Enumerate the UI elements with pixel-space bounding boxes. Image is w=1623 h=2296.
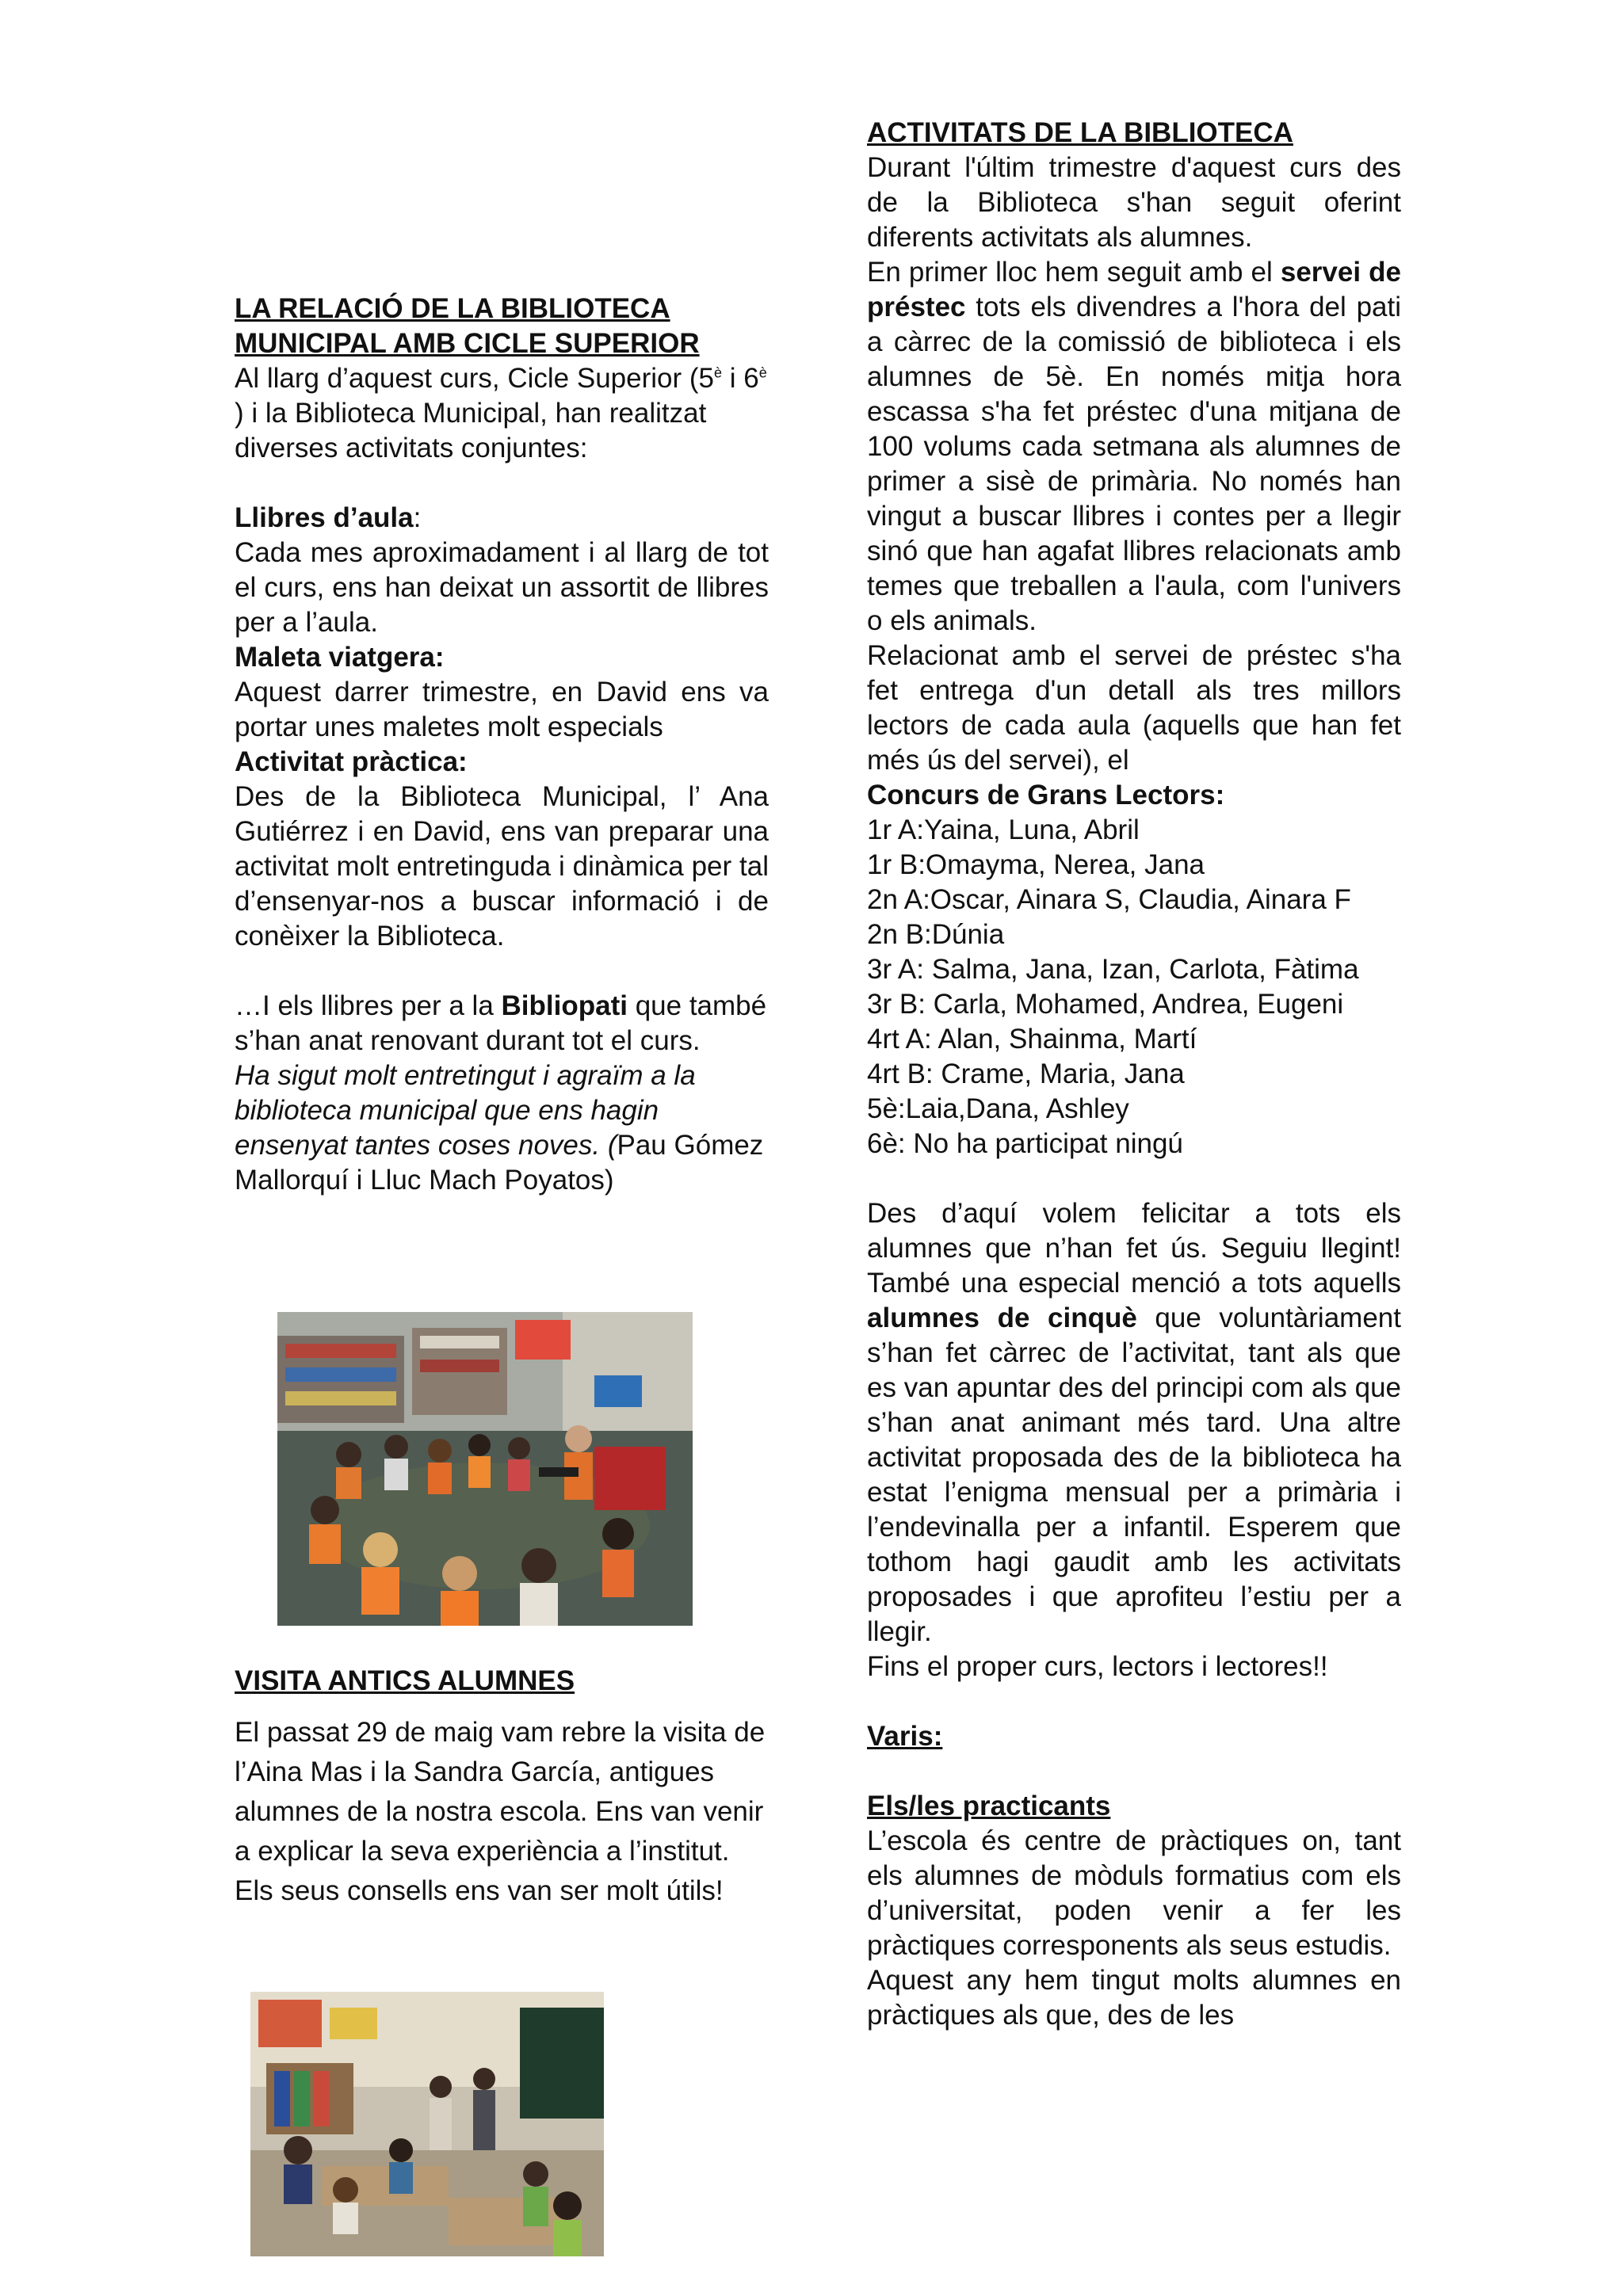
winner-line: 3r A: Salma, Jana, Izan, Carlota, Fàtima	[867, 954, 1359, 985]
activitats-heading: ACTIVITATS DE LA BIBLIOTECA	[867, 117, 1293, 148]
winner-line: 5è:Laia,Dana, Ashley	[867, 1093, 1129, 1124]
activitats-paragraph-1: Durant l'últim trimestre d'aquest curs des de la Biblioteca s'han seguit oferint diferents activitats als alumnes.	[867, 152, 1401, 253]
activitat-text: Des de la Biblioteca Municipal, l’ Ana Gutiérrez i en David, ens van preparar una activitat molt entretinguda i dinàmica per tal d’ensenyar-nos a buscar informació i de conèixer la Biblioteca.	[235, 781, 769, 952]
maleta-heading: Maleta viatgera:	[235, 642, 445, 673]
library-activity-photo	[277, 1312, 693, 1626]
practicants-heading: Els/les practicants	[867, 1791, 1111, 1821]
winner-line: 4rt A: Alan, Shainma, Martí	[867, 1024, 1197, 1055]
fins-line: Fins el proper curs, lectors i lectores!!	[867, 1651, 1328, 1682]
activitats-paragraph-2: En primer lloc hem seguit amb el servei de préstec tots els divendres a l'hora del pati a càrrec de la comissió de biblioteca i els alumnes de 5è. En només mitja hora escassa s'ha fet préstec d'una mitjana de 100 volums cada setmana als alumnes de primer a sisè de primària. No només han vingut a buscar llibres i contes per a llegir sinó que han agafat llibres relacionats amb temes que treballen a l'aula, com l'univers o els animals.	[867, 257, 1401, 636]
winner-line: 6è: No ha participat ningú	[867, 1128, 1183, 1159]
visita-section	[235, 1664, 769, 1911]
visita-heading: VISITA ANTICS ALUMNES	[235, 1665, 575, 1696]
library-activity-photo-image	[277, 1312, 693, 1626]
activitats-paragraph-3: Relacionat amb el servei de préstec s'ha fet entrega d'un detall als tres millors lectors de cada aula (aquells que han fet més ús del servei), el	[867, 640, 1401, 776]
intro-paragraph: Al llarg d’aquest curs, Cicle Superior ($5^è$ i $6^è$ ) i la Biblioteca Municipal, han realitzat diverses activitats conjuntes:	[235, 363, 767, 463]
activitat-heading: Activitat pràctica:	[235, 746, 468, 777]
varis-heading: Varis:	[867, 1721, 943, 1752]
biblioteca-title-line1: LA RELACIÓ DE LA BIBLIOTECA	[235, 293, 670, 324]
left-column	[235, 292, 769, 1198]
biblioteca-title-line2: MUNICIPAL AMB CICLE SUPERIOR	[235, 328, 700, 359]
winner-line: 2n B:Dúnia	[867, 919, 1005, 950]
winner-line: 2n A:Oscar, Ainara S, Claudia, Ainara F	[867, 884, 1351, 915]
llibres-text: Cada mes aproximadament i al llarg de tot el curs, ens han deixat un assortit de llibres per a l’aula.	[235, 537, 769, 638]
llibres-heading: Llibres d’aula:	[235, 502, 422, 533]
classroom-visit-photo	[250, 1992, 604, 2256]
practicants-paragraph-1: L’escola és centre de pràctiques on, tant els alumnes de mòduls formatius com els d’universitat, poden venir a fer les pràctiques corresponents als seus estudis.	[867, 1825, 1401, 1961]
winner-line: 1r B:Omayma, Nerea, Jana	[867, 849, 1205, 880]
winner-line: 4rt B: Crame, Maria, Jana	[867, 1058, 1185, 1089]
right-column	[867, 116, 1401, 2033]
felicitar-paragraph: Des d’aquí volem felicitar a tots els alumnes que n’han fet ús. Seguiu llegint! També una especial menció a tots aquells alumnes de cinquè que voluntàriament s’han fet càrrec de l’activitat, tant als que es van apuntar des del principi com als que s’han anat animant més tard. Una altre activitat proposada des de la biblioteca ha estat l’enigma mensual per a primària i l’endevinalla per a infantil. Esperem que tothom hagi gaudit amb les activitats proposades i que aprofiteu l’estiu per a llegir.	[867, 1198, 1401, 1647]
practicants-paragraph-2: Aquest any hem tingut molts alumnes en pràctiques als que, des de les	[867, 1965, 1401, 2031]
winner-line: 3r B: Carla, Mohamed, Andrea, Eugeni	[867, 989, 1344, 1020]
maleta-text: Aquest darrer trimestre, en David ens va portar unes maletes molt especials	[235, 677, 769, 742]
bibliopati-paragraph: …I els llibres per a la Bibliopati que també s’han anat renovant durant tot el curs.	[235, 990, 767, 1056]
classroom-visit-photo-image	[250, 1992, 604, 2256]
winner-line: 1r A:Yaina, Luna, Abril	[867, 814, 1140, 845]
quote-paragraph: Ha sigut molt entretingut i agraïm a la biblioteca municipal que ens hagin ensenyat tantes coses noves. (Pau Gómez Mallorquí i Lluc Mach Poyatos)	[235, 1060, 764, 1196]
concurs-heading: Concurs de Grans Lectors:	[867, 780, 1225, 810]
visita-text: El passat 29 de maig vam rebre la visita de l’Aina Mas i la Sandra García, antigues alumnes de la nostra escola. Ens van venir a explicar la seva experiència a l’institut. Els seus consells ens van ser molt útils!	[235, 1717, 766, 1906]
